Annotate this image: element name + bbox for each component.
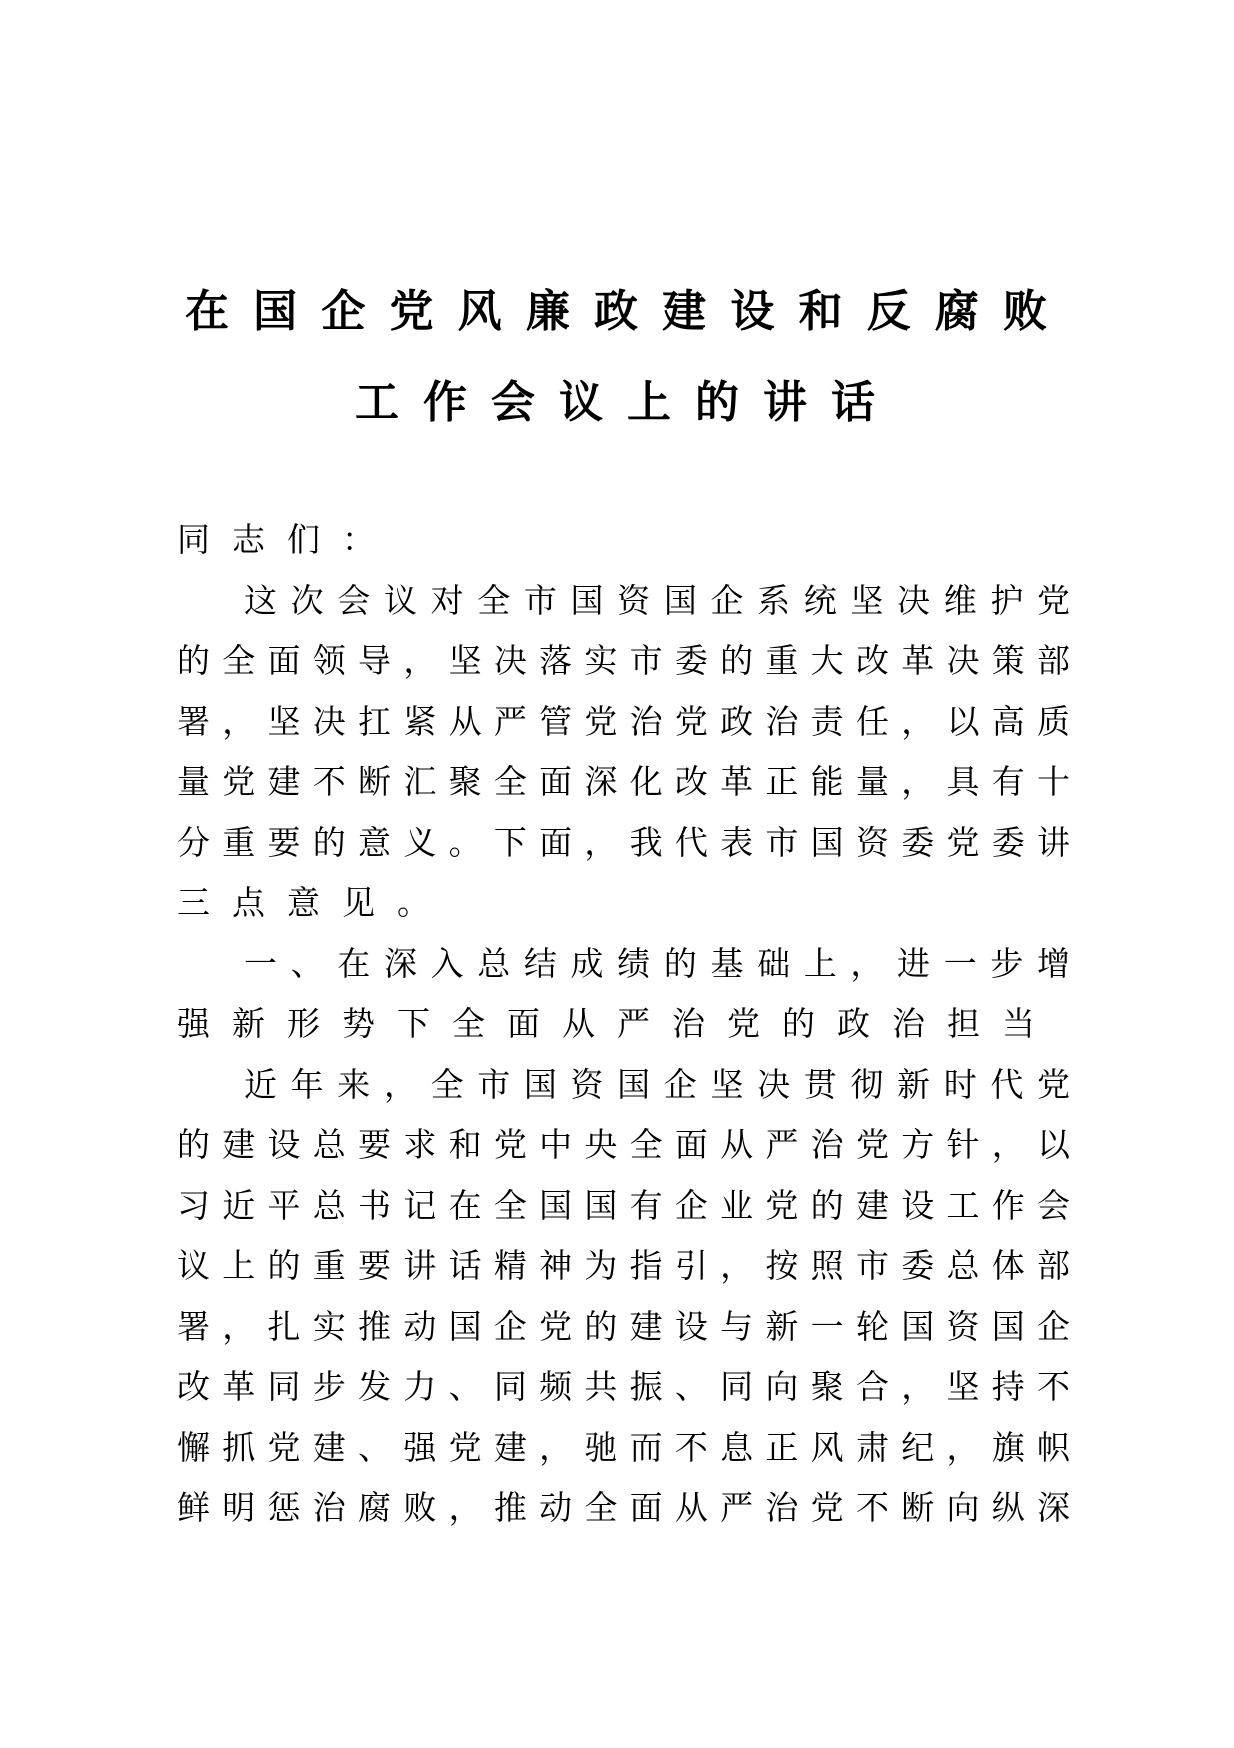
document-title-line-2: 工作会议上的讲话 [355, 377, 875, 428]
body-text-line: 署，扎实推动国企党的建设与新一轮国资国企 [177, 1306, 1070, 1346]
body-text-line: 鲜明惩治腐败，推动全面从严治党不断向纵深 [177, 1488, 1070, 1527]
body-text-line: 署，坚决扛紧从严管党治党政治责任，以高质 [177, 701, 1070, 741]
body-text-line: 的全面领导，坚决落实市委的重大改革决策部 [177, 641, 1070, 680]
document-body [177, 510, 1070, 1539]
body-text-line: 强新形势下全面从严治党的政治担当 [177, 1004, 1057, 1043]
body-text-line: 议上的重要讲话精神为指引，按照市委总体部 [177, 1246, 1070, 1285]
body-text-line: 三点意见。 [177, 883, 452, 922]
body-text-line: 分重要的意义。下面，我代表市国资委党委讲 [177, 822, 1070, 862]
body-text-line: 改革同步发力、同频共振、同向聚合，坚持不 [177, 1367, 1070, 1406]
body-text-line: 这次会议对全市国资国企系统坚决维护党 [244, 580, 1070, 620]
salutation: 同志们： [177, 520, 397, 559]
body-text-line: 的建设总要求和党中央全面从严治党方针，以 [177, 1125, 1070, 1164]
body-text-line: 懈抓党建、强党建，驰而不息正风肃纪，旗帜 [177, 1427, 1070, 1467]
body-text-line: 近年来，全市国资国企坚决贯彻新时代党 [244, 1064, 1070, 1104]
body-text-line: 习近平总书记在全国国有企业党的建设工作会 [177, 1185, 1070, 1225]
document-title-line-1: 在国企党风廉政建设和反腐败 [185, 286, 1047, 337]
body-text-line: 量党建不断汇聚全面深化改革正能量，具有十 [177, 762, 1070, 801]
body-text-line: 一、在深入总结成绩的基础上，进一步增 [244, 943, 1070, 983]
